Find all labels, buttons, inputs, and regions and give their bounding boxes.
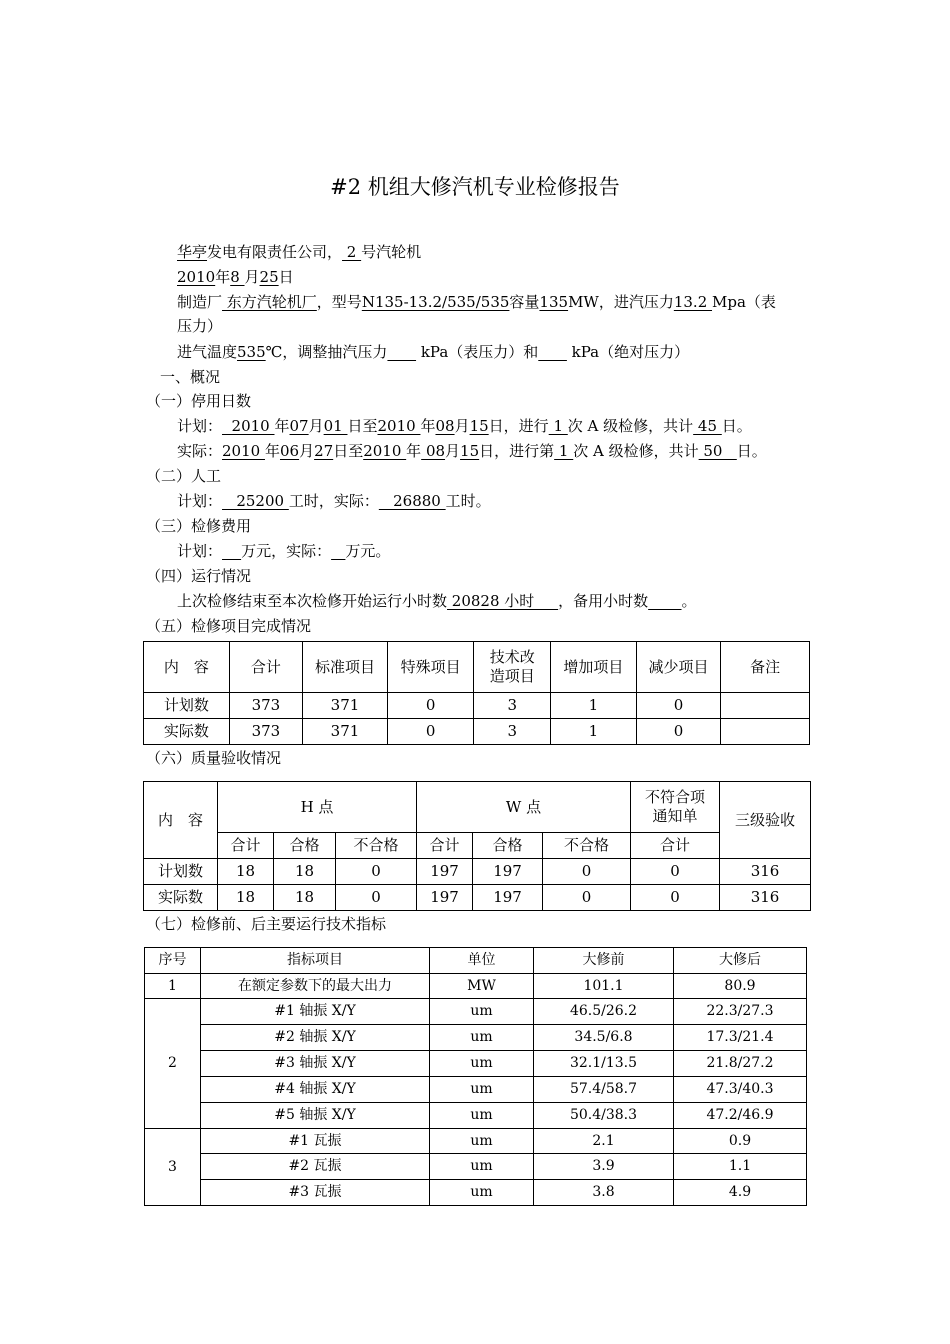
table-cell: 101.1 [534,974,674,999]
year-label: 年 [215,268,231,286]
day-end: 日。 [721,417,752,435]
table-cell [721,693,810,719]
model-label: ，型号 [316,293,362,311]
kpa-absolute-label: kPa（绝对压力） [566,343,690,361]
table-cell: 0 [336,885,417,911]
pressure-unit: Mpa（表 [712,293,776,311]
table-cell: MW [430,974,534,999]
header-cell: 内 容 [144,782,218,859]
header-cell: 合计 [229,642,303,693]
header-line-date [177,267,294,287]
extraction-pressure-blank [387,343,416,361]
table-cell: 47.3/40.3 [674,1077,807,1103]
table-cell: 3 [474,693,551,719]
header-line-company [177,242,421,262]
operation-text: 上次检修结束至本次检修开始运行小时数 [177,592,448,610]
table-cell: 18 [218,885,274,911]
table-row [145,1154,807,1180]
table-subheader-row [144,833,811,859]
capacity-unit: MW，进汽压力 [568,293,674,311]
actual-days: 50 [698,442,737,460]
table-cell: 21.8/27.2 [674,1051,807,1077]
table-cell: 计划数 [144,859,218,885]
table-row [145,1103,807,1129]
table-cell: 3 [474,719,551,745]
table-cell: 32.1/13.5 [534,1051,674,1077]
row-number: 3 [145,1129,201,1206]
capacity-label: 容量 [509,293,540,311]
table-cell: 373 [229,693,303,719]
table-cell: 0 [631,885,720,911]
actual-end-year: 2010 [363,442,407,460]
maker-name: 东方汽轮机厂 [222,293,317,311]
subheader-cell: 合计 [631,833,720,859]
labor-line [177,491,491,511]
quality-acceptance-table [143,781,811,911]
table-cell: um [430,1077,534,1103]
table-cell: 3.8 [534,1180,674,1206]
absolute-pressure-blank [538,343,567,361]
table-cell: #4 轴振 X/Y [201,1077,430,1103]
table-cell: 1.1 [674,1154,807,1180]
company-name: 华亭 [177,243,208,261]
table-header-row [144,782,811,833]
company-suffix: 发电有限责任公司， [207,243,343,261]
labor-actual-hours: 26880 [378,492,446,510]
temp-unit: ℃，调整抽汽压力 [265,343,388,361]
month-label: 月 [244,268,260,286]
header-cell: 大修后 [674,948,807,974]
section-overview: 一、概况 [160,368,221,386]
header-cell: 标准项目 [303,642,388,693]
technical-indicators-table [144,947,807,1206]
header-cell: 特殊项目 [387,642,474,693]
section-cost: （三）检修费用 [146,517,252,535]
table-row [145,1180,807,1206]
kpa-gauge-label: kPa（表压力）和 [416,343,539,361]
section-technical-indicators: （七）检修前、后主要运行技术指标 [146,915,387,933]
table-cell: 18 [274,859,336,885]
table-cell: 197 [417,885,473,911]
table-header-row [144,642,810,693]
month-char: 月 [308,417,324,435]
table-cell: um [430,1129,534,1154]
capacity-value: 135 [539,293,569,311]
table-cell: um [430,1025,534,1051]
perform-label: 日，进行第 [479,442,555,460]
header-cell: 内 容 [144,642,230,693]
table-cell: 0 [387,693,474,719]
month-char: 月 [454,417,470,435]
table-cell: #3 轴振 X/Y [201,1051,430,1077]
standby-label: ，备用小时数 [558,592,649,610]
table-cell: 197 [473,859,543,885]
cost-actual-blank [331,542,345,560]
table-cell: 22.3/27.3 [674,999,807,1025]
table-cell: 1 [551,719,637,745]
header-line-temp [177,342,689,362]
table-cell: 17.3/21.4 [674,1025,807,1051]
period-end: 。 [681,592,697,610]
plan-days: 45 [693,417,722,435]
table-row [145,1077,807,1103]
labor-unit-1: 工时，实际： [288,492,379,510]
header-cell: 技术改 造项目 [474,642,551,693]
temp-value: 535 [237,343,266,361]
table-cell: #1 轴振 X/Y [201,999,430,1025]
header-cell: 序号 [145,948,201,974]
subheader-cell: 合计 [218,833,274,859]
plan-end-year: 2010 [377,417,421,435]
table-row [144,885,811,911]
table-cell: 0 [387,719,474,745]
year-char: 年 [406,442,422,460]
table-cell: 实际数 [144,719,230,745]
plan-times: 1 [548,417,568,435]
overhaul-kind: 次 A 级检修，共计 [573,442,699,460]
plan-label: 计划： [177,492,223,510]
actual-start-month: 06 [279,442,300,460]
day-end: 日。 [736,442,767,460]
cost-line [177,541,390,561]
month-char: 月 [445,442,461,460]
table-cell: 46.5/26.2 [534,999,674,1025]
h-point-header: H 点 [218,782,417,833]
standby-hours-blank [648,592,681,610]
year-char: 年 [420,417,436,435]
unit-number: 2 [342,243,362,261]
row-number: 2 [145,999,201,1129]
perform-label: 日，进行 [488,417,549,435]
day-label: 日 [278,268,294,286]
table-cell: 0 [336,859,417,885]
month-char: 月 [299,442,315,460]
subheader-cell: 合格 [274,833,336,859]
year-char: 年 [274,417,290,435]
overhaul-kind: 次 A 级检修，共计 [567,417,694,435]
table-cell: 371 [303,719,388,745]
table-cell: #2 瓦振 [201,1154,430,1180]
operation-hours: 20828 小时 [447,592,559,610]
outage-actual-line [177,441,767,461]
header-cell: 大修前 [534,948,674,974]
table-cell: #5 轴振 X/Y [201,1103,430,1129]
items-completion-table [143,641,810,745]
table-cell: 0 [543,885,631,911]
table-row [145,1051,807,1077]
labor-unit-2: 工时。 [445,492,491,510]
to-label: 日至 [347,417,378,435]
nonconform-header: 不符合项 通知单 [631,782,720,833]
pressure-value: 13.2 [673,293,713,311]
table-cell: 0 [543,859,631,885]
table-header-row [145,948,807,974]
table-cell: 371 [303,693,388,719]
section-items-completion: （五）检修项目完成情况 [146,617,312,635]
plan-end-month: 08 [435,417,455,435]
table-cell: um [430,1180,534,1206]
table-cell: 0 [636,719,721,745]
plan-start-day: 01 [323,417,348,435]
table-cell: 在额定参数下的最大出力 [201,974,430,999]
table-row [145,1129,807,1154]
table-cell: 80.9 [674,974,807,999]
w-point-header: W 点 [417,782,631,833]
actual-label: 实际： [177,442,223,460]
section-quality: （六）质量验收情况 [146,749,282,767]
table-row [144,719,810,745]
report-day: 25 [259,268,279,286]
table-cell: #3 瓦振 [201,1180,430,1206]
cost-unit-2: 万元。 [345,542,391,560]
table-cell: 316 [720,885,811,911]
maker-label: 制造厂 [177,293,223,311]
section-outage-days: （一）停用日数 [146,392,252,410]
subheader-cell: 合格 [473,833,543,859]
table-cell: 0 [631,859,720,885]
table-row [145,999,807,1025]
cost-plan-blank [222,542,241,560]
table-cell: 18 [218,859,274,885]
report-month: 8 [230,268,245,286]
plan-start-year: 2010 [222,417,275,435]
table-row [145,1025,807,1051]
table-cell: 0.9 [674,1129,807,1154]
table-row [145,974,807,999]
header-cell: 减少项目 [636,642,721,693]
plan-start-month: 07 [289,417,309,435]
model-number: N135-13.2/535/535 [361,293,510,311]
plan-end-day: 15 [469,417,489,435]
actual-start-year: 2010 [222,442,265,460]
section-operation: （四）运行情况 [146,567,252,585]
outage-plan-line [177,416,752,436]
cost-unit-1: 万元，实际： [241,542,332,560]
pressure-continuation: 压力） [177,317,223,335]
table-row [144,859,811,885]
table-cell [721,719,810,745]
plan-label: 计划： [177,542,223,560]
table-cell: 2.1 [534,1129,674,1154]
header-cell: 指标项目 [201,948,430,974]
actual-start-day: 27 [314,442,334,460]
page-title: #2 机组大修汽机专业检修报告 [330,175,620,199]
actual-end-month: 08 [421,442,446,460]
table-cell: 4.9 [674,1180,807,1206]
table-cell: 50.4/38.3 [534,1103,674,1129]
temp-label: 进气温度 [177,343,238,361]
table-cell: um [430,1051,534,1077]
year-char: 年 [264,442,280,460]
actual-times: 1 [554,442,574,460]
report-year: 2010 [177,268,216,286]
table-cell: um [430,1103,534,1129]
subheader-cell: 不合格 [336,833,417,859]
header-line-maker [177,292,776,312]
header-cell: 备注 [721,642,810,693]
plan-label: 计划： [177,417,223,435]
three-level-header: 三级验收 [720,782,811,859]
row-number: 1 [145,974,201,999]
table-cell: #2 轴振 X/Y [201,1025,430,1051]
table-cell: 18 [274,885,336,911]
table-cell: 0 [636,693,721,719]
table-cell: 3.9 [534,1154,674,1180]
table-cell: um [430,1154,534,1180]
to-label: 日至 [333,442,364,460]
table-cell: #1 瓦振 [201,1129,430,1154]
table-cell: 57.4/58.7 [534,1077,674,1103]
table-cell: 1 [551,693,637,719]
table-cell: 实际数 [144,885,218,911]
table-row [144,693,810,719]
header-cell: 增加项目 [551,642,637,693]
subheader-cell: 不合格 [543,833,631,859]
table-cell: 34.5/6.8 [534,1025,674,1051]
actual-end-day: 15 [460,442,480,460]
table-cell: 197 [417,859,473,885]
table-cell: 47.2/46.9 [674,1103,807,1129]
table-cell: 197 [473,885,543,911]
header-cell: 单位 [430,948,534,974]
subheader-cell: 合计 [417,833,473,859]
table-cell: um [430,999,534,1025]
table-cell: 316 [720,859,811,885]
table-cell: 373 [229,719,303,745]
table-cell: 计划数 [144,693,230,719]
section-labor: （二）人工 [146,467,222,485]
labor-plan-hours: 25200 [222,492,289,510]
operation-line [177,591,697,611]
unit-suffix: 号汽轮机 [361,243,422,261]
